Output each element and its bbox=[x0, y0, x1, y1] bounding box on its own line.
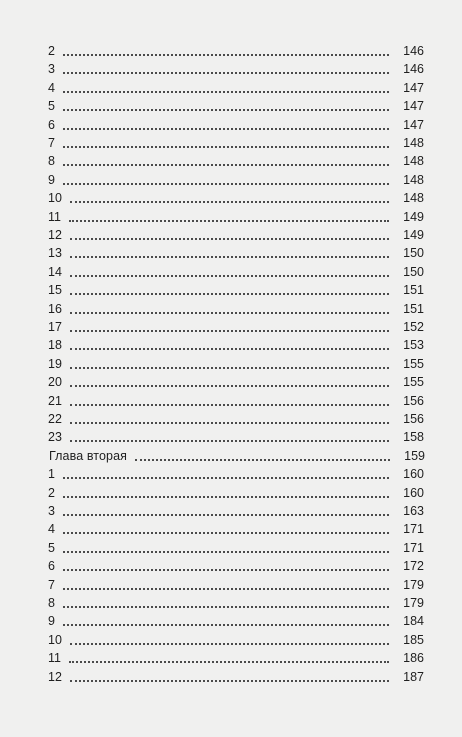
toc-entry-number: 3 bbox=[48, 504, 55, 518]
toc-entry bbox=[48, 502, 424, 520]
toc-page-number: 186 bbox=[403, 651, 424, 666]
dot-leader bbox=[70, 384, 389, 387]
toc-page-number: 147 bbox=[403, 99, 424, 114]
dot-leader bbox=[63, 163, 389, 166]
toc-page-number: 148 bbox=[403, 154, 424, 169]
toc-entry bbox=[48, 318, 424, 336]
dot-leader bbox=[63, 145, 389, 148]
toc-entry bbox=[48, 612, 424, 630]
toc-entry-number: 11 bbox=[48, 209, 61, 224]
toc-page-number: 159 bbox=[404, 448, 425, 463]
toc-entry-number: 8 bbox=[48, 154, 55, 169]
toc-entry-number: 2 bbox=[48, 485, 55, 500]
dot-leader bbox=[63, 550, 389, 553]
toc-entry bbox=[48, 300, 424, 318]
toc-entry bbox=[48, 208, 424, 226]
dot-leader bbox=[135, 458, 390, 461]
dot-leader bbox=[69, 219, 389, 222]
dot-leader bbox=[70, 642, 389, 645]
toc-entry bbox=[48, 60, 424, 78]
toc-page-number: 160 bbox=[403, 485, 424, 500]
dot-leader bbox=[63, 476, 389, 479]
dot-leader bbox=[63, 108, 389, 111]
dot-leader bbox=[63, 568, 389, 571]
toc-entry bbox=[48, 79, 424, 97]
toc-chapter-title: Глава вторая bbox=[49, 448, 128, 463]
toc-entry-number: 23 bbox=[48, 430, 62, 445]
toc-entry bbox=[48, 281, 424, 299]
toc-entry bbox=[48, 42, 424, 60]
toc-entry bbox=[48, 428, 424, 446]
toc-page-number: 151 bbox=[403, 301, 424, 316]
dot-leader bbox=[70, 366, 389, 369]
toc-entry bbox=[48, 631, 424, 649]
toc-entry bbox=[48, 594, 424, 612]
dot-leader bbox=[63, 623, 389, 626]
toc-entry-number: 15 bbox=[48, 283, 62, 298]
toc-entry-number: 12 bbox=[48, 669, 62, 684]
toc-page-number: 148 bbox=[403, 136, 424, 150]
toc-entry-number: 2 bbox=[48, 44, 55, 58]
toc-page-number: 148 bbox=[403, 191, 424, 206]
toc-entry-number: 9 bbox=[48, 172, 55, 187]
toc-entry bbox=[48, 189, 424, 207]
dot-leader bbox=[70, 347, 389, 350]
dot-leader bbox=[63, 495, 389, 498]
dot-leader bbox=[63, 587, 389, 590]
toc-entry-number: 10 bbox=[48, 632, 62, 647]
toc-page-number: 185 bbox=[403, 632, 424, 647]
toc-page-number: 151 bbox=[403, 283, 424, 298]
toc-entry-number: 4 bbox=[48, 522, 55, 537]
toc-entry-number: 4 bbox=[48, 80, 55, 95]
toc-entry bbox=[48, 134, 424, 152]
toc-page-number: 156 bbox=[403, 412, 424, 426]
dot-leader bbox=[70, 255, 389, 258]
toc-entry bbox=[48, 355, 424, 373]
dot-leader bbox=[70, 237, 389, 240]
dot-leader bbox=[70, 679, 389, 682]
toc-entry-number: 5 bbox=[48, 99, 55, 114]
dot-leader bbox=[70, 329, 389, 332]
toc-entry-number: 16 bbox=[48, 301, 62, 316]
toc-entry-number: 17 bbox=[48, 320, 62, 334]
toc-page-number: 158 bbox=[403, 430, 424, 445]
toc-entry-number: 12 bbox=[48, 228, 62, 242]
toc-page-number: 153 bbox=[403, 338, 424, 353]
toc-entry bbox=[48, 392, 424, 410]
toc-page-number: 187 bbox=[403, 669, 424, 684]
dot-leader bbox=[69, 660, 389, 663]
toc-entry bbox=[48, 97, 424, 115]
toc-entry bbox=[48, 668, 424, 686]
toc-entry bbox=[48, 152, 424, 170]
toc-entry bbox=[48, 373, 424, 391]
toc-entry-number: 22 bbox=[48, 412, 62, 426]
toc-page-number: 171 bbox=[403, 522, 424, 537]
toc-entry-number: 5 bbox=[48, 540, 55, 555]
toc-page-number: 150 bbox=[403, 264, 424, 279]
toc-page-number: 160 bbox=[403, 467, 424, 482]
toc-page-number: 146 bbox=[403, 62, 424, 77]
toc-entry bbox=[48, 263, 424, 281]
toc-entry-number: 18 bbox=[48, 338, 62, 353]
toc-entry-number: 1 bbox=[48, 467, 55, 482]
toc-entry bbox=[48, 649, 424, 667]
toc-entry-number: 3 bbox=[48, 62, 55, 77]
toc-chapter-entry bbox=[49, 447, 425, 465]
dot-leader bbox=[70, 421, 389, 424]
toc-page-number: 179 bbox=[403, 596, 424, 610]
toc-page-number: 148 bbox=[403, 172, 424, 187]
toc-page-number: 147 bbox=[403, 80, 424, 95]
toc-page-number: 147 bbox=[403, 117, 424, 132]
toc-entry bbox=[48, 226, 424, 244]
toc-entry-number: 6 bbox=[48, 117, 55, 132]
toc-entry bbox=[48, 576, 424, 594]
toc-entry bbox=[48, 171, 424, 189]
dot-leader bbox=[63, 71, 389, 74]
toc-entry-number: 11 bbox=[48, 651, 61, 666]
toc-entry-number: 21 bbox=[48, 393, 62, 408]
toc-page-number: 155 bbox=[403, 356, 424, 371]
toc-entry bbox=[48, 244, 424, 262]
dot-leader bbox=[70, 439, 389, 442]
dot-leader bbox=[63, 605, 389, 608]
toc-page-number: 163 bbox=[403, 504, 424, 518]
toc-entry bbox=[48, 520, 424, 538]
toc-entry bbox=[48, 465, 424, 483]
toc-page-number: 152 bbox=[403, 320, 424, 334]
toc-page-number: 146 bbox=[403, 44, 424, 58]
toc-entry-number: 9 bbox=[48, 614, 55, 629]
dot-leader bbox=[70, 311, 389, 314]
toc-page-number: 172 bbox=[403, 559, 424, 574]
toc-entry-number: 10 bbox=[48, 191, 62, 206]
dot-leader bbox=[70, 292, 389, 295]
toc-entry-number: 7 bbox=[48, 577, 55, 592]
toc-entry-number: 14 bbox=[48, 264, 62, 279]
toc-entry bbox=[48, 484, 424, 502]
dot-leader bbox=[63, 513, 389, 516]
toc-entry-number: 6 bbox=[48, 559, 55, 574]
toc-page-number: 184 bbox=[403, 614, 424, 629]
dot-leader bbox=[63, 531, 389, 534]
dot-leader bbox=[63, 127, 389, 130]
dot-leader bbox=[63, 53, 389, 56]
toc-page-number: 149 bbox=[403, 209, 424, 224]
toc-entry bbox=[48, 557, 424, 575]
toc-page-number: 150 bbox=[403, 246, 424, 261]
dot-leader bbox=[70, 274, 389, 277]
toc-page-number: 179 bbox=[403, 577, 424, 592]
toc-entry-number: 13 bbox=[48, 246, 62, 261]
toc-entry-number: 19 bbox=[48, 356, 62, 371]
toc-entry-number: 7 bbox=[48, 136, 55, 150]
dot-leader bbox=[63, 90, 389, 93]
toc-page-number: 155 bbox=[403, 375, 424, 390]
toc-entry bbox=[48, 539, 424, 557]
dot-leader bbox=[63, 182, 389, 185]
dot-leader bbox=[70, 200, 389, 203]
toc-entry-number: 8 bbox=[48, 596, 55, 610]
toc-page-number: 156 bbox=[403, 393, 424, 408]
toc-entry bbox=[48, 410, 424, 428]
dot-leader bbox=[70, 403, 389, 406]
toc-entry-number: 20 bbox=[48, 375, 62, 390]
toc-entry bbox=[48, 336, 424, 354]
toc-entry bbox=[48, 116, 424, 134]
toc-page-number: 149 bbox=[403, 228, 424, 242]
toc-page-number: 171 bbox=[403, 540, 424, 555]
